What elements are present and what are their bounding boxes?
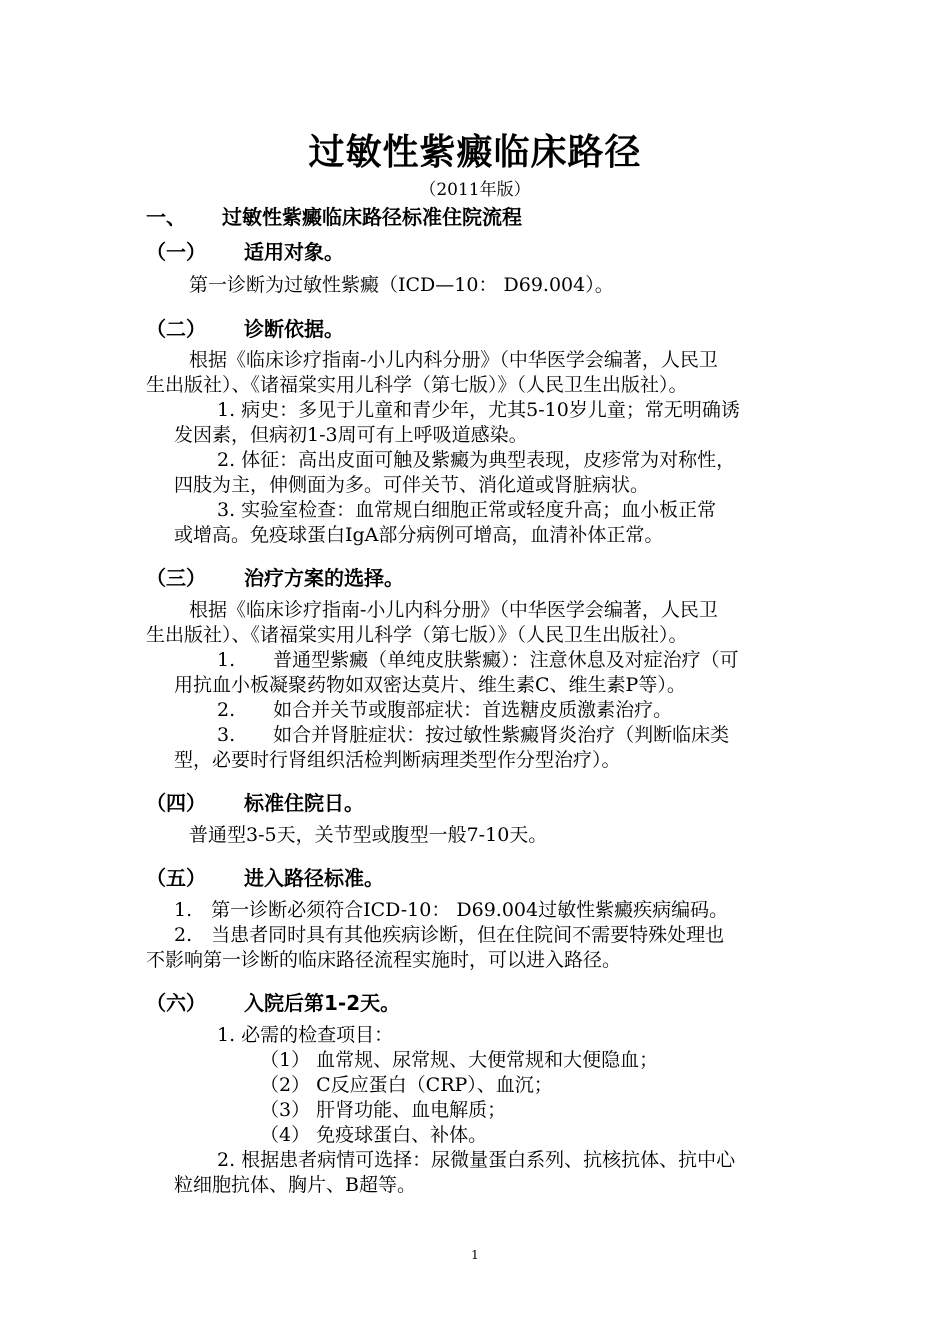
subsection-title: 诊断依据。 [244, 317, 344, 341]
list-item-line: 型，必要时行肾组织活检判断病理类型作分型治疗）。 [174, 749, 621, 771]
subsection-heading-stay [146, 787, 364, 816]
list-item-line: 1. 病史：多见于儿童和青少年，尤其5-10岁儿童；常无明确诱 [217, 399, 740, 421]
subsection-number: （六） [146, 991, 206, 1015]
sub-list-item: （4） 免疫球蛋白、补体。 [260, 1124, 488, 1146]
subsection-title: 标准住院日。 [244, 791, 364, 815]
sub-list-item: （1） 血常规、尿常规、大便常规和大便隐血； [260, 1049, 659, 1071]
page-number: 1 [471, 1248, 479, 1262]
section-1-number: 一、 [146, 205, 186, 229]
document-title: 过敏性紫癜临床路径 [308, 132, 642, 173]
subsection-number: （五） [146, 866, 206, 890]
paragraph-line: 根据《临床诊疗指南-小儿内科分册》（中华医学会编著，人民卫 [189, 349, 718, 371]
list-item-line: 2. 根据患者病情可选择：尿微量蛋白系列、抗核抗体、抗中心 [217, 1149, 736, 1171]
paragraph-line: 根据《临床诊疗指南-小儿内科分册》（中华医学会编著，人民卫 [189, 599, 718, 621]
subsection-heading-entry [146, 862, 384, 891]
list-item-line: 发因素，但病初1-3周可有上呼吸道感染。 [174, 424, 528, 446]
subsection-number: （三） [146, 566, 206, 590]
subsection-title: 治疗方案的选择。 [244, 566, 404, 590]
list-item-line: 2. 体征：高出皮面可触及紫癜为典型表现，皮疹常为对称性， [217, 449, 736, 471]
list-item-line: 不影响第一诊断的临床路径流程实施时，可以进入路径。 [146, 949, 622, 971]
paragraph-line: 生出版社）、《诸福棠实用儿科学（第七版）》（人民卫生出版社）。 [146, 374, 688, 396]
list-item-line: 3. 如合并肾脏症状：按过敏性紫癜肾炎治疗（判断临床类 [217, 724, 730, 746]
section-1-title: 过敏性紫癜临床路径标准住院流程 [222, 205, 522, 229]
list-item-line: 用抗血小板凝聚药物如双密达莫片、维生素C、维生素P等）。 [174, 674, 686, 696]
list-item-line: 2. 如合并关节或腹部症状：首选糖皮质激素治疗。 [217, 699, 673, 721]
sub-list-item: （2） C反应蛋白（CRP）、血沉； [260, 1074, 553, 1096]
subsection-title: 入院后第1-2天。 [244, 991, 401, 1015]
list-item-line: 四肢为主，伸侧面为多。可伴关节、消化道或肾脏病状。 [174, 474, 650, 496]
list-item-line: 1. 普通型紫癜（单纯皮肤紫癜）：注意休息及对症治疗（可 [217, 649, 739, 671]
paragraph: 普通型3-5天，关节型或腹型一般7-10天。 [189, 824, 548, 846]
list-item-line: 3. 实验室检查：血常规白细胞正常或轻度升高；血小板正常 [217, 499, 717, 521]
subsection-number: （四） [146, 791, 206, 815]
edition-label: （2011年版） [419, 180, 531, 200]
subsection-title: 适用对象。 [244, 240, 344, 264]
list-item-line: 1. 必需的检查项目： [217, 1024, 394, 1046]
list-item-line: 粒细胞抗体、胸片、B超等。 [174, 1174, 416, 1196]
list-item-line: 1. 第一诊断必须符合ICD-10： D69.004过敏性紫癜疾病编码。 [174, 899, 729, 921]
subsection-number: （二） [146, 317, 206, 341]
list-item-line: 2. 当患者同时具有其他疾病诊断，但在住院间不需要特殊处理也 [174, 924, 725, 946]
paragraph-line: 生出版社）、《诸福棠实用儿科学（第七版）》（人民卫生出版社）。 [146, 624, 688, 646]
subsection-heading-admission [146, 987, 400, 1016]
sub-list-item: （3） 肝肾功能、血电解质； [260, 1099, 507, 1121]
section-1-heading [146, 201, 522, 230]
list-item-line: 或增高。免疫球蛋白IgA部分病例可增高，血清补体正常。 [174, 524, 664, 546]
subsection-number: （一） [146, 240, 206, 264]
subsection-heading-applicable [146, 236, 344, 265]
subsection-title: 进入路径标准。 [244, 866, 384, 890]
subsection-heading-diagnosis [146, 313, 344, 342]
paragraph: 第一诊断为过敏性紫癜（ICD—10： D69.004）。 [189, 274, 614, 296]
subsection-heading-treatment [146, 562, 404, 591]
